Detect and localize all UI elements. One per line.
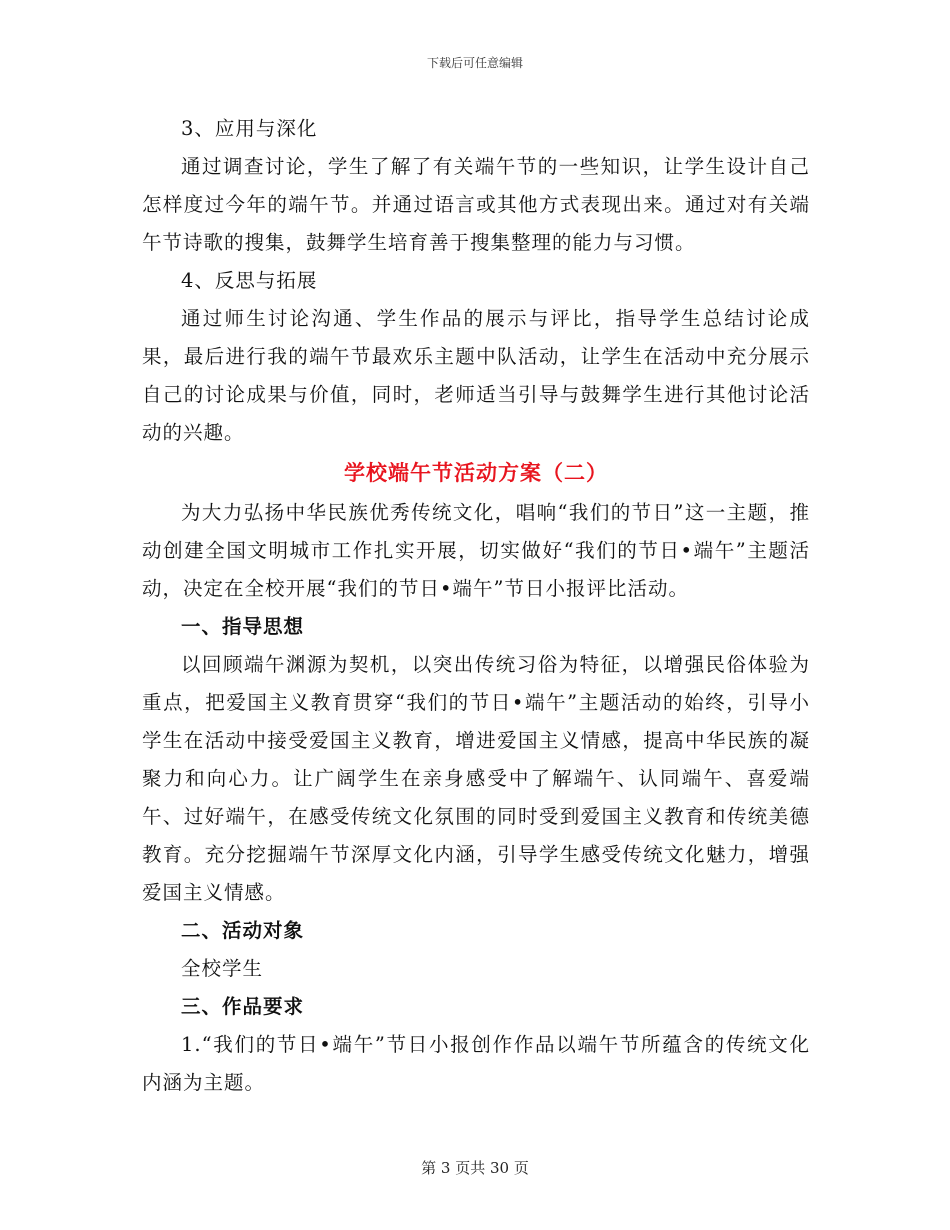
paragraph-reflect-expand: 通过师生讨论沟通、学生作品的展示与评比，指导学生总结讨论成果，最后进行我的端午节最欢乐主题中队活动，让学生在活动中充分展示自己的讨论成果与价值，同时，老师适当引导与鼓舞学生进行其他讨论活动的兴趣。 bbox=[142, 307, 810, 444]
paragraph-apply-deepen: 通过调查讨论，学生了解了有关端午节的一些知识，让学生设计自己怎样度过今年的端午节。并通过语言或其他方式表现出来。通过对有关端午节诗歌的搜集，鼓舞学生培育善于搜集整理的能力与习惯。 bbox=[142, 155, 810, 254]
paragraph-work-requirements: 1.“我们的节日•端午”节日小报创作作品以端午节所蕴含的传统文化内涵为主题。 bbox=[142, 1033, 810, 1094]
paragraph-activity-target: 全校学生 bbox=[181, 957, 264, 980]
document-body bbox=[142, 110, 810, 1102]
plan-title: 学校端午节活动方案（二） bbox=[344, 460, 608, 485]
plan-intro: 为大力弘扬中华民族优秀传统文化，唱响“我们的节日”这一主题，推动创建全国文明城市工作扎实开展，切实做好“我们的节日•端午”主题活动，决定在全校开展“我们的节日•端午”节日小报评比活动。 bbox=[142, 501, 810, 600]
heading-guiding-ideology: 一、指导思想 bbox=[181, 615, 305, 638]
page-header: 下载后可任意编辑 bbox=[426, 56, 523, 70]
heading-reflect-expand: 4、反思与拓展 bbox=[181, 269, 318, 292]
heading-apply-deepen: 3、应用与深化 bbox=[181, 117, 318, 140]
heading-activity-target: 二、活动对象 bbox=[181, 919, 305, 942]
page-footer: 第 3 页共 30 页 bbox=[421, 1159, 529, 1177]
heading-work-requirements: 三、作品要求 bbox=[181, 995, 305, 1018]
paragraph-guiding-ideology: 以回顾端午渊源为契机，以突出传统习俗为特征，以增强民俗体验为重点，把爱国主义教育贯穿“我们的节日•端午”主题活动的始终，引导小学生在活动中接受爱国主义教育，增进爱国主义情感，提高中华民族的凝聚力和向心力。让广阔学生在亲身感受中了解端午、认同端午、喜爱端午、过好端午，在感受传统文化氛围的同时受到爱国主义教育和传统美德教育。充分挖掘端午节深厚文化内涵，引导学生感受传统文化魅力，增强爱国主义情感。 bbox=[142, 653, 810, 904]
